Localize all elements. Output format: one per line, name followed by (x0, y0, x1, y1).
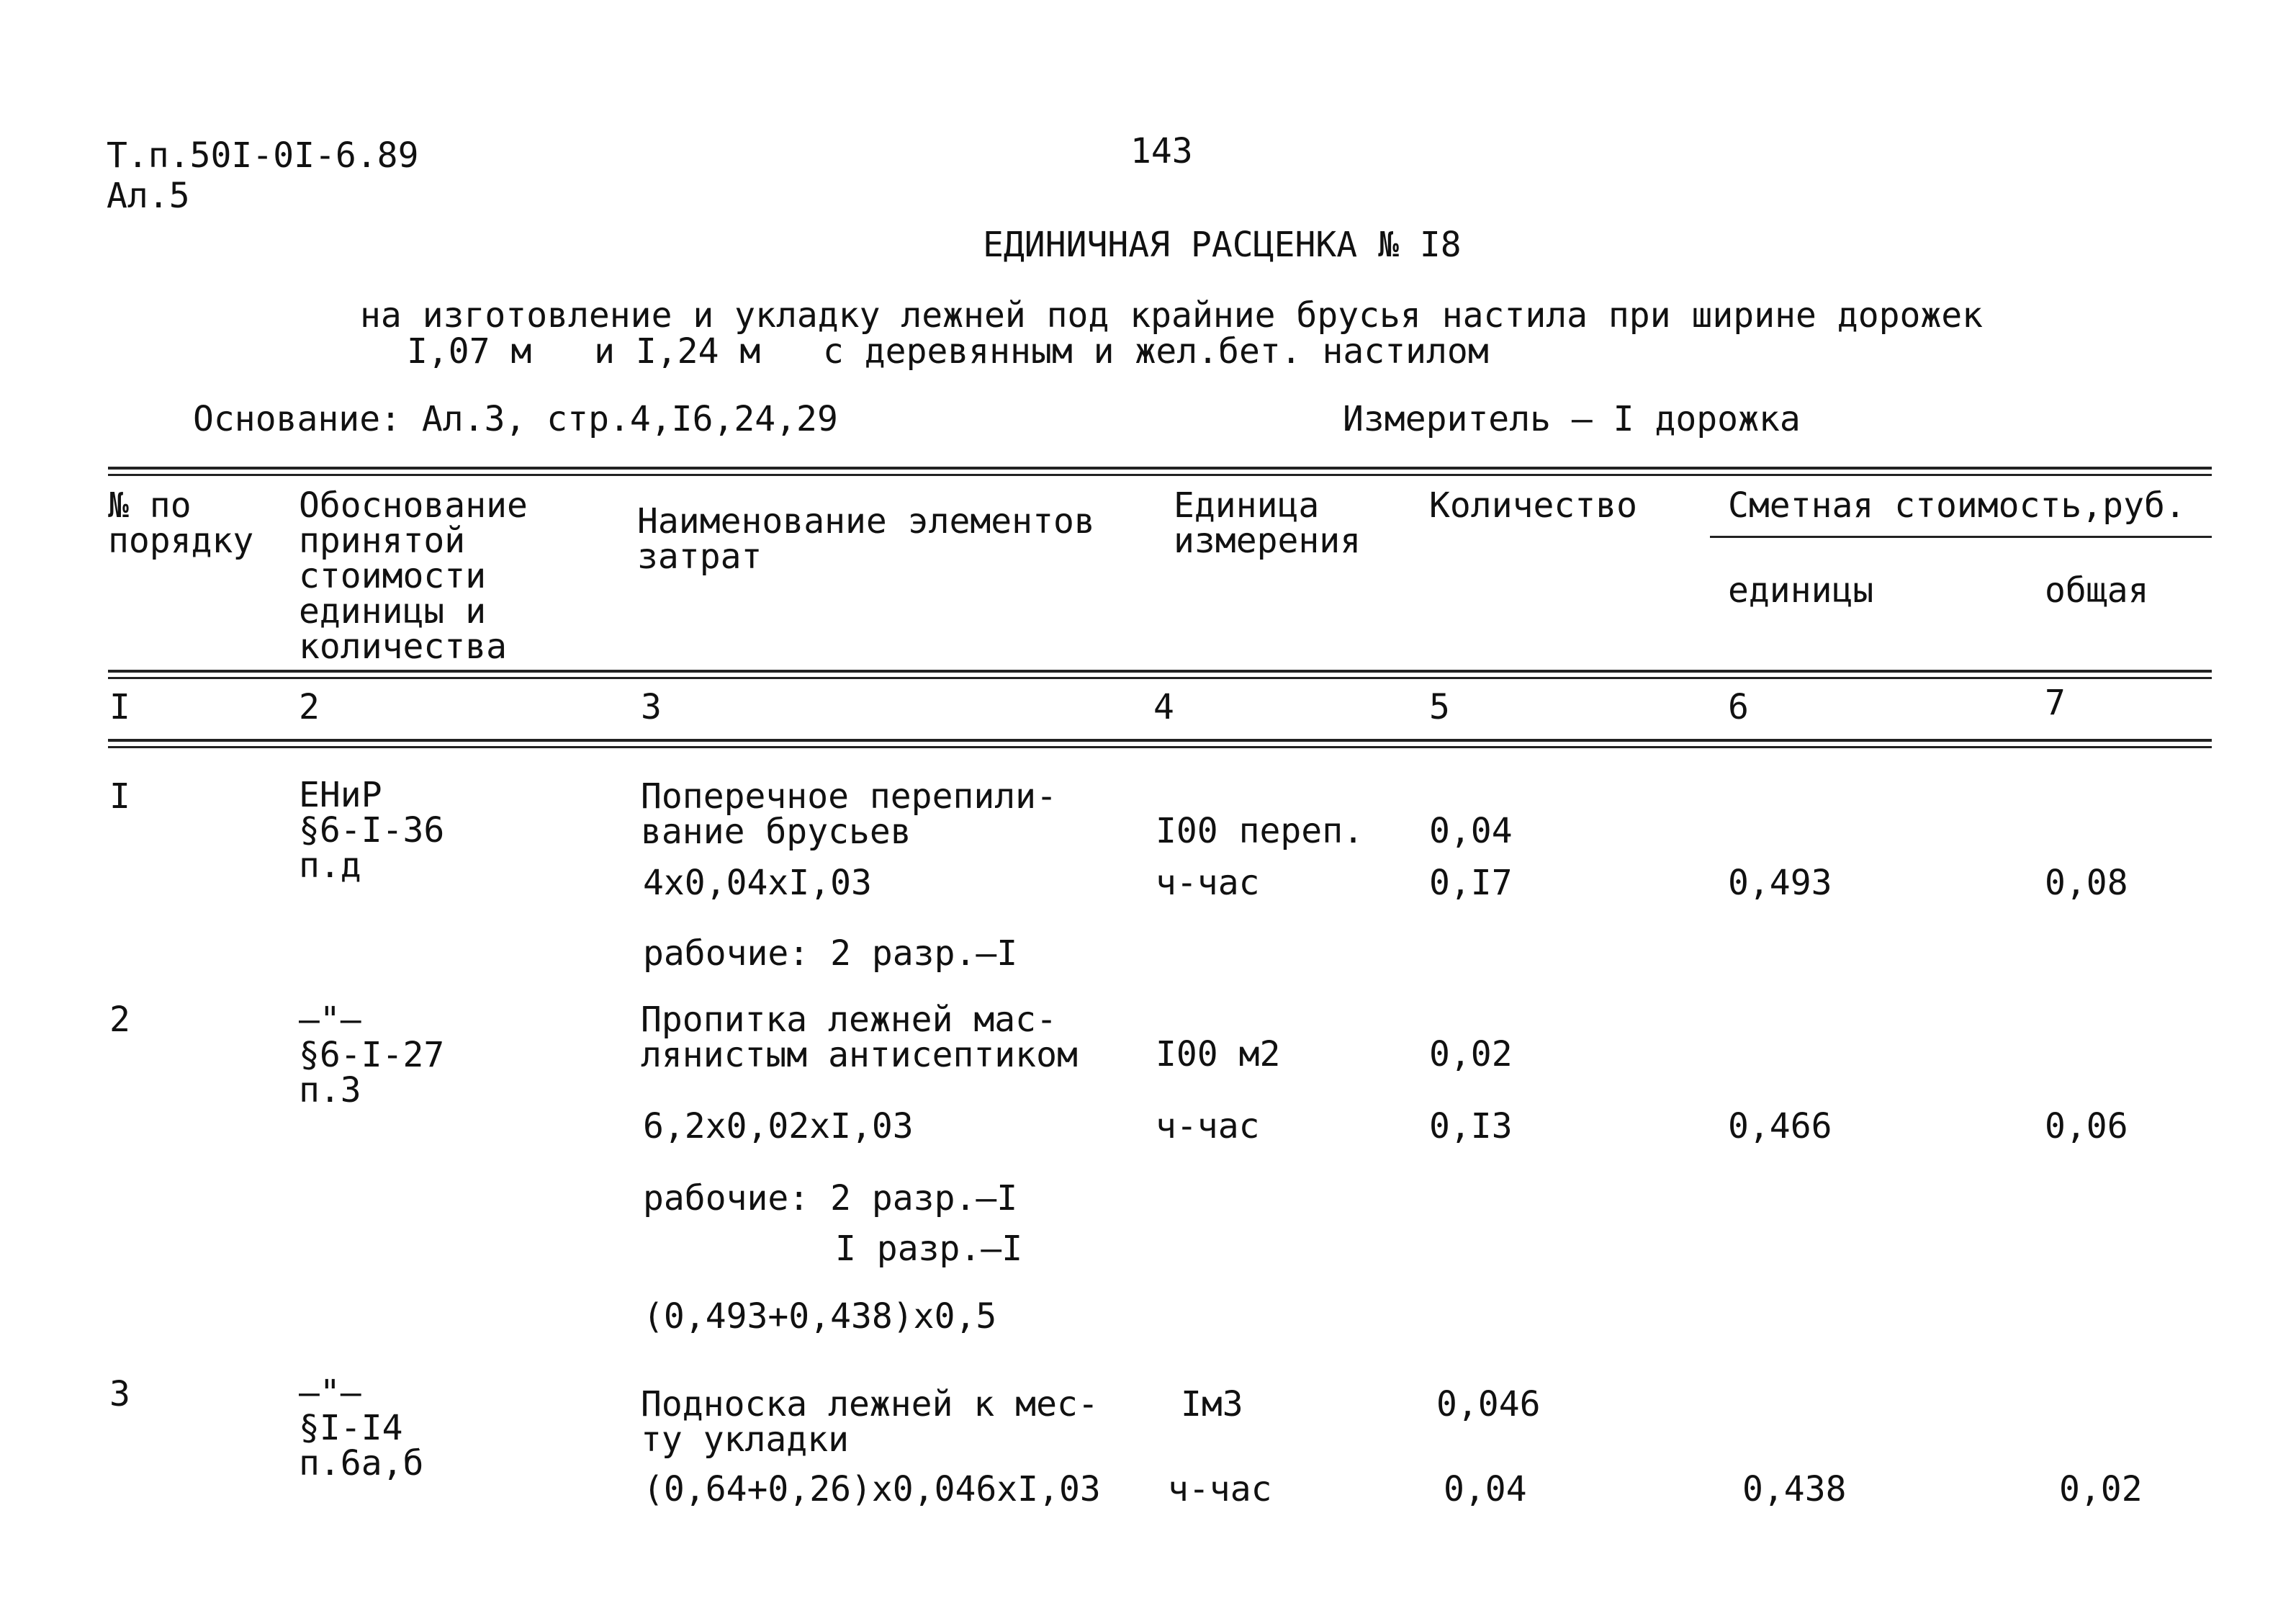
row-total-cost: 0,06 (2045, 1106, 2128, 1146)
row-quantity: 0,046 (1436, 1384, 1541, 1424)
subtitle-line-2: I,07 м и I,24 м с деревянным и жел.бет. настилом (407, 331, 1489, 372)
row-unit-cost: 0,438 (1742, 1469, 1847, 1509)
row-unit: Iм3 (1181, 1384, 1243, 1424)
page-title: ЕДИНИЧНАЯ РАСЦЕНКА № I8 (983, 225, 1462, 265)
row-basis: –"– §I-I4 п.6а,б (299, 1373, 424, 1483)
row-calc-unit: ч-час (1156, 863, 1260, 903)
row-name: Подноска лежней к мес- ту укладки (641, 1384, 1099, 1460)
header-quantity: Количество (1429, 485, 1637, 526)
row-basis: ЕНиР §6-I-36 п.д (299, 775, 445, 886)
meter-line: Измеритель – I дорожка (1343, 399, 1801, 439)
row-total-cost: 0,02 (2059, 1469, 2143, 1509)
colnum-4: 4 (1153, 687, 1174, 727)
row-name: Поперечное перепили- вание брусьев (641, 776, 1057, 852)
colnum-6: 6 (1728, 687, 1749, 727)
header-cost-elements: Наименование элементов затрат (637, 501, 1095, 577)
row-calc: (0,64+0,26)х0,046хI,03 (643, 1469, 1101, 1509)
row-calc-quantity: 0,04 (1444, 1469, 1527, 1509)
row-calc-quantity: 0,I3 (1429, 1106, 1513, 1146)
row-basis: –"– §6-I-27 п.3 (299, 1000, 445, 1110)
page-number: 143 (1130, 131, 1193, 171)
row-calc: 6,2х0,02хI,03 (643, 1106, 914, 1146)
row-total-cost: 0,08 (2045, 863, 2128, 903)
colnum-3: 3 (641, 687, 662, 727)
row-unit-cost: 0,493 (1728, 863, 1832, 903)
row-quantity: 0,04 (1429, 811, 1513, 851)
row-quantity: 0,02 (1429, 1034, 1513, 1074)
colnum-1: I (109, 687, 130, 727)
row-workers-2: I разр.–I (835, 1229, 1023, 1269)
row-calc-quantity: 0,I7 (1429, 863, 1513, 903)
subtitle-line-1: на изготовление и укладку лежней под крайние брусья настила при ширине дорожек (360, 295, 1984, 336)
colnum-5: 5 (1429, 687, 1450, 727)
row-number: 3 (109, 1374, 130, 1414)
colnum-7: 7 (2045, 683, 2066, 723)
row-unit: I00 переп. (1156, 811, 1364, 851)
header-total-cost: общая (2045, 570, 2149, 611)
header-unit-cost: единицы (1728, 570, 1874, 611)
row-formula: (0,493+0,438)х0,5 (643, 1296, 997, 1337)
table-top-rule (108, 467, 2212, 476)
row-unit: I00 м2 (1156, 1034, 1281, 1074)
row-unit-cost: 0,466 (1728, 1106, 1832, 1146)
colnum-2: 2 (299, 687, 320, 727)
header-basis: Обоснование принятой стоимости единицы и количества (299, 485, 528, 667)
row-workers: рабочие: 2 разр.–I (643, 933, 1018, 974)
row-calc: 4х0,04хI,03 (643, 863, 872, 903)
header-estimated-cost: Сметная стоимость,руб. (1728, 485, 2186, 526)
document-code: Т.п.50I-0I-6.89 (107, 135, 419, 176)
row-workers: рабочие: 2 разр.–I (643, 1178, 1018, 1218)
basis-line: Основание: Ал.3, стр.4,I6,24,29 (193, 399, 838, 439)
row-number: 2 (109, 1000, 130, 1040)
header-row-number: № по порядку (108, 485, 254, 561)
header-bottom-rule (108, 670, 2212, 679)
row-calc-unit: ч-час (1156, 1106, 1260, 1146)
row-number: I (109, 776, 130, 817)
cost-subheader-rule (1710, 536, 2212, 538)
header-unit: Единица измерения (1174, 485, 1361, 561)
row-calc-unit: ч-час (1168, 1469, 1272, 1509)
row-name: Пропитка лежней мас- лянистым антисептиком (641, 1000, 1078, 1075)
album-label: Ал.5 (107, 176, 190, 216)
colnum-bottom-rule (108, 739, 2212, 748)
